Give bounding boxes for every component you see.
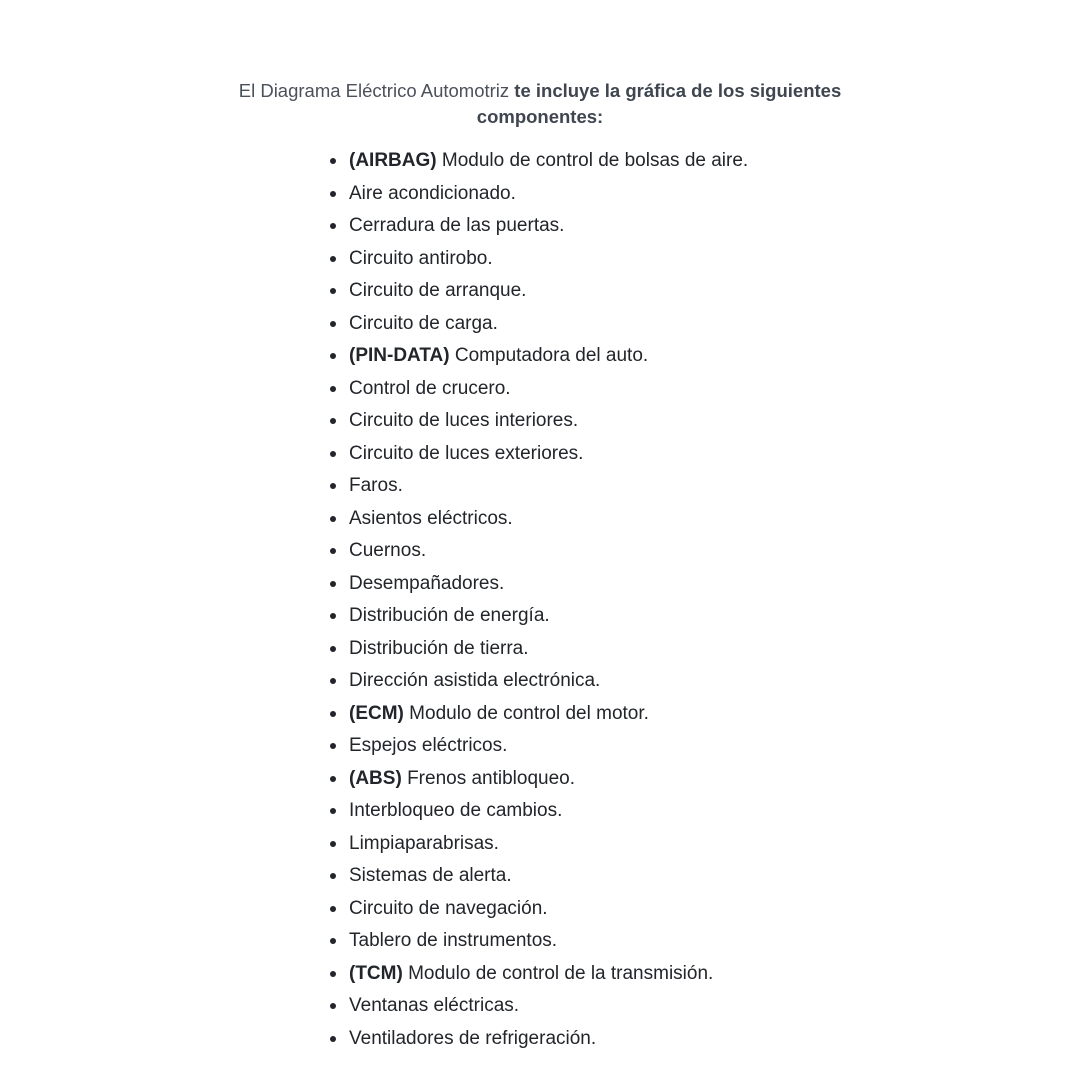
component-text: Asientos eléctricos. [349, 507, 513, 529]
list-item [330, 340, 748, 373]
list-item [330, 568, 748, 601]
component-text: Desempañadores. [349, 572, 505, 594]
component-text: Circuito de carga. [349, 312, 498, 334]
component-text: Distribución de energía. [349, 605, 550, 626]
component-text: Circuito de arranque. [349, 280, 527, 301]
component-code: (TCM) [349, 962, 403, 984]
component-text: Modulo de control de la transmisión. [408, 962, 714, 984]
list-item [330, 828, 748, 861]
list-item [330, 178, 748, 211]
list-item [330, 373, 748, 406]
component-text: Dirección asistida electrónica. [349, 670, 601, 691]
list-item [330, 893, 748, 926]
component-text: Modulo de control de bolsas de aire. [441, 150, 749, 171]
component-text: Circuito antirobo. [349, 247, 493, 269]
component-text: Interbloqueo de cambios. [349, 800, 563, 821]
intro-paragraph [200, 78, 880, 130]
component-text: Control de crucero. [349, 377, 511, 399]
list-item [330, 925, 748, 958]
component-text: Circuito de luces interiores. [349, 410, 579, 431]
list-item [330, 308, 748, 341]
component-text: Tablero de instrumentos. [349, 930, 558, 951]
list-item [330, 503, 748, 536]
component-text: Ventanas eléctricas. [349, 995, 520, 1016]
list-item [330, 405, 748, 438]
list-item [330, 795, 748, 828]
component-text: Distribución de tierra. [349, 637, 529, 659]
component-text: Computadora del auto. [454, 345, 649, 366]
component-text: Espejos eléctricos. [349, 735, 508, 756]
list-item [330, 535, 748, 568]
list-item [330, 438, 748, 471]
component-code: (ECM) [349, 702, 404, 724]
component-text: Modulo de control del motor. [409, 702, 649, 724]
intro-plain-text: El Diagrama Eléctrico Automotriz [238, 80, 515, 101]
list-item [330, 145, 748, 178]
list-item [330, 633, 748, 666]
component-code: (AIRBAG) [349, 150, 437, 171]
list-item [330, 958, 748, 991]
list-item [330, 990, 748, 1023]
component-text: Faros. [349, 475, 403, 496]
component-text: Ventiladores de refrigeración. [349, 1027, 597, 1049]
list-item [330, 210, 748, 243]
component-text: Limpiaparabrisas. [349, 832, 499, 854]
component-text: Cuernos. [349, 540, 427, 561]
component-text: Circuito de navegación. [349, 897, 548, 919]
list-item [330, 243, 748, 276]
component-text: Frenos antibloqueo. [407, 767, 576, 789]
component-text: Sistemas de alerta. [349, 865, 512, 886]
component-text: Cerradura de las puertas. [349, 215, 565, 236]
list-item [330, 470, 748, 503]
list-item [330, 730, 748, 763]
component-text: Circuito de luces exteriores. [349, 442, 584, 464]
list-item [330, 665, 748, 698]
component-list [330, 145, 748, 1055]
list-item [330, 600, 748, 633]
component-text: Aire acondicionado. [349, 182, 516, 204]
list-item [330, 698, 748, 731]
component-code: (PIN-DATA) [349, 345, 450, 366]
intro-bold-text: te incluye la gráfica de los siguientes componentes: [476, 80, 842, 127]
list-item [330, 860, 748, 893]
list-item [330, 763, 748, 796]
list-item [330, 1023, 748, 1056]
component-code: (ABS) [349, 767, 402, 789]
list-item [330, 275, 748, 308]
